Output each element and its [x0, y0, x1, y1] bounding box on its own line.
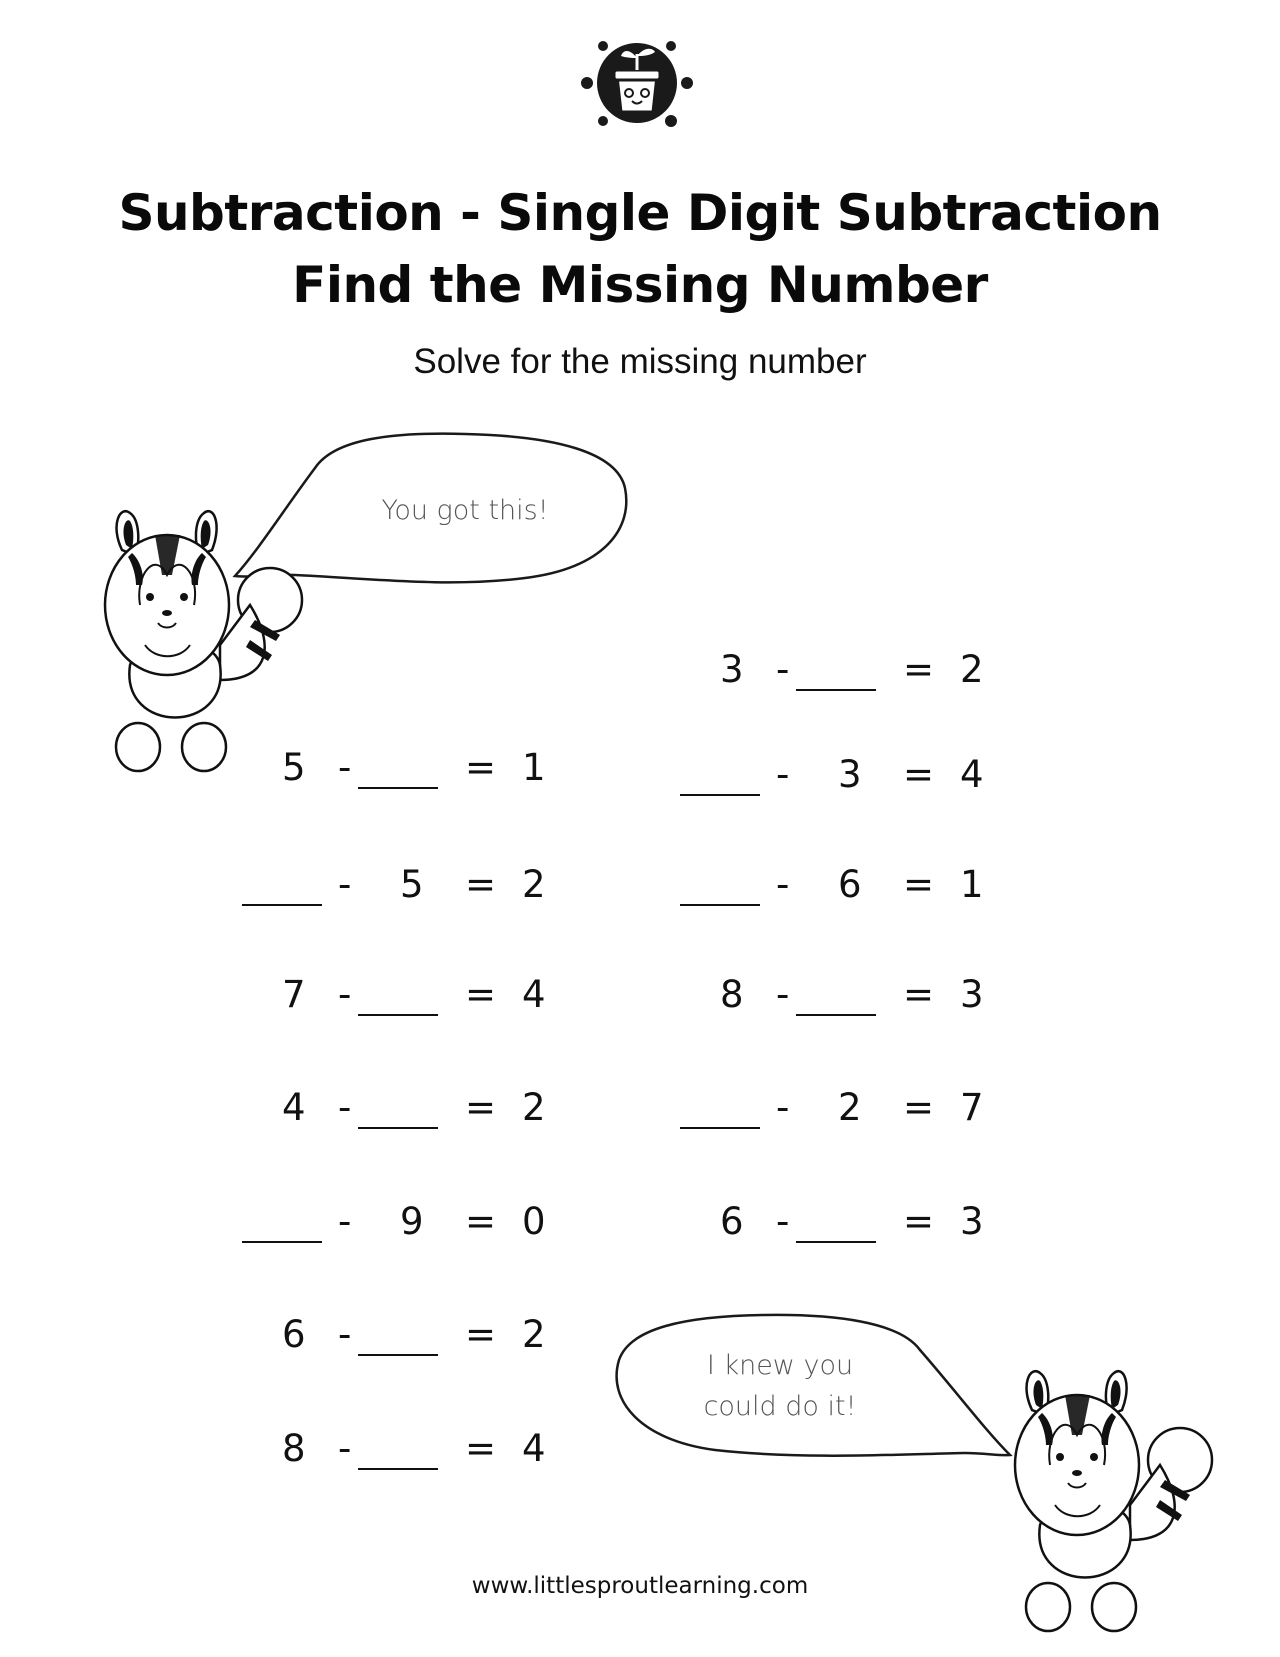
equals-sign: =	[903, 753, 935, 796]
problem-row	[230, 970, 550, 1020]
minus-sign: -	[776, 973, 790, 1016]
answer-blank[interactable]	[796, 689, 876, 691]
bubble-line: could do it!	[703, 1391, 857, 1422]
minuend: 6	[282, 1313, 306, 1356]
equals-sign: =	[903, 973, 935, 1016]
subtrahend: 6	[838, 863, 862, 906]
equals-sign: =	[903, 648, 935, 691]
subtrahend: 9	[400, 1200, 424, 1243]
answer-blank[interactable]	[242, 904, 322, 906]
subtrahend: 3	[838, 753, 862, 796]
minuend: 7	[282, 973, 306, 1016]
difference: 0	[522, 1200, 546, 1243]
minus-sign: -	[338, 1313, 352, 1356]
squirrel-icon	[100, 505, 310, 775]
problem-row	[668, 860, 988, 910]
minus-sign: -	[338, 1200, 352, 1243]
answer-blank[interactable]	[358, 787, 438, 789]
minus-sign: -	[338, 1086, 352, 1129]
answer-blank[interactable]	[796, 1241, 876, 1243]
difference: 4	[960, 753, 984, 796]
minuend: 4	[282, 1086, 306, 1129]
difference: 2	[522, 863, 546, 906]
equals-sign: =	[903, 1086, 935, 1129]
speech-bubble-top-text: You got this!	[381, 495, 549, 526]
minus-sign: -	[776, 863, 790, 906]
answer-blank[interactable]	[242, 1241, 322, 1243]
minuend: 6	[720, 1200, 744, 1243]
equals-sign: =	[465, 973, 497, 1016]
difference: 1	[522, 746, 546, 789]
sprout-pot-logo-icon	[567, 26, 707, 136]
equals-sign: =	[465, 1086, 497, 1129]
equals-sign: =	[465, 1200, 497, 1243]
answer-blank[interactable]	[358, 1127, 438, 1129]
problem-row	[668, 1197, 988, 1247]
problem-row	[230, 1424, 550, 1474]
difference: 2	[960, 648, 984, 691]
minus-sign: -	[776, 1086, 790, 1129]
answer-blank[interactable]	[358, 1468, 438, 1470]
minuend: 5	[282, 746, 306, 789]
equals-sign: =	[465, 746, 497, 789]
problem-row	[668, 645, 988, 695]
minus-sign: -	[776, 1200, 790, 1243]
problem-row	[230, 1310, 550, 1360]
minuend: 8	[282, 1427, 306, 1470]
instructions: Solve for the missing number	[413, 342, 867, 381]
difference: 7	[960, 1086, 984, 1129]
difference: 1	[960, 863, 984, 906]
problem-row	[668, 970, 988, 1020]
subtrahend: 5	[400, 863, 424, 906]
page-title: Subtraction - Single Digit Subtraction	[118, 184, 1162, 242]
minus-sign: -	[776, 648, 790, 691]
answer-blank[interactable]	[358, 1014, 438, 1016]
difference: 3	[960, 973, 984, 1016]
minus-sign: -	[338, 1427, 352, 1470]
difference: 2	[522, 1313, 546, 1356]
minuend: 3	[720, 648, 744, 691]
problem-row	[230, 1083, 550, 1133]
subtrahend: 2	[838, 1086, 862, 1129]
problem-row	[230, 860, 550, 910]
equals-sign: =	[903, 1200, 935, 1243]
answer-blank[interactable]	[358, 1354, 438, 1356]
answer-blank[interactable]	[680, 1127, 760, 1129]
minus-sign: -	[338, 973, 352, 1016]
speech-bubble-bottom-text	[640, 1345, 920, 1427]
bubble-line: I knew you	[706, 1350, 854, 1381]
minus-sign: -	[776, 753, 790, 796]
problem-row	[668, 1083, 988, 1133]
footer-url: www.littlesproutlearning.com	[471, 1573, 809, 1599]
problem-row	[668, 750, 988, 800]
equals-sign: =	[465, 1427, 497, 1470]
difference: 2	[522, 1086, 546, 1129]
problem-row	[230, 743, 550, 793]
minus-sign: -	[338, 863, 352, 906]
minuend: 8	[720, 973, 744, 1016]
answer-blank[interactable]	[680, 794, 760, 796]
equals-sign: =	[903, 863, 935, 906]
answer-blank[interactable]	[796, 1014, 876, 1016]
answer-blank[interactable]	[680, 904, 760, 906]
equals-sign: =	[465, 863, 497, 906]
problem-row	[230, 1197, 550, 1247]
minus-sign: -	[338, 746, 352, 789]
equals-sign: =	[465, 1313, 497, 1356]
difference: 4	[522, 1427, 546, 1470]
page-subtitle-heading: Find the Missing Number	[292, 256, 988, 314]
difference: 3	[960, 1200, 984, 1243]
difference: 4	[522, 973, 546, 1016]
